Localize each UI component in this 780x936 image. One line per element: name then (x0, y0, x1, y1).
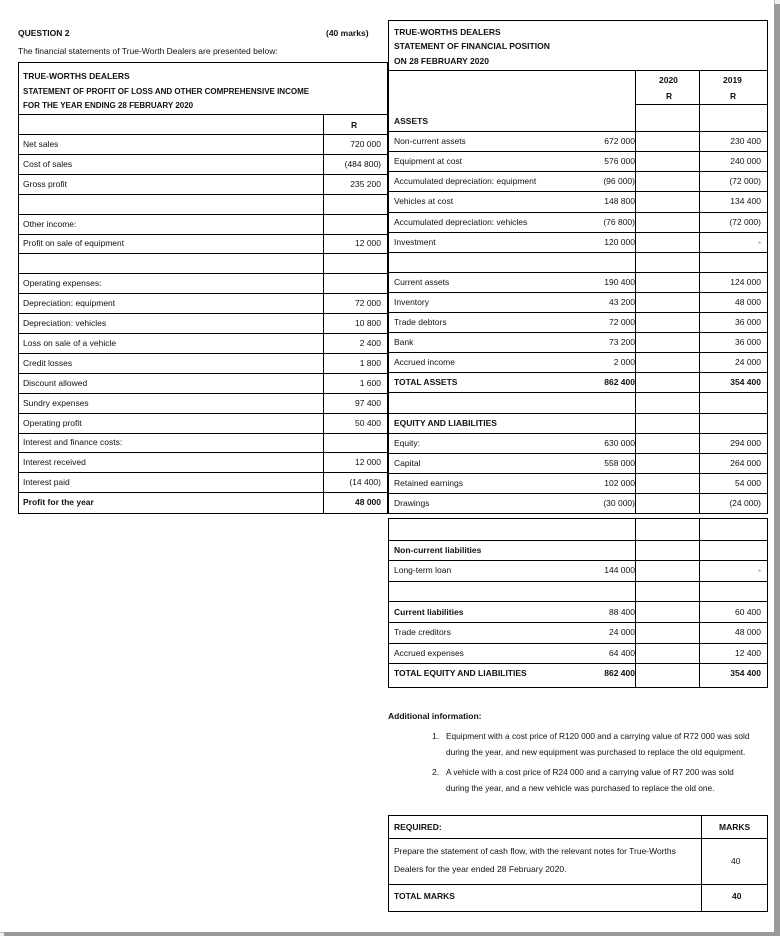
bs-row-divider (389, 131, 767, 132)
required-heading: REQUIRED: (394, 822, 442, 832)
bs-row-divider (389, 191, 767, 192)
required-task-line2: Dealers for the year ended 28 February 2020. (394, 864, 567, 874)
required-box (388, 815, 768, 912)
bs-liab-label: Non-current liabilities (394, 544, 482, 555)
bs-row-value-2020: 72 000 (609, 317, 635, 328)
financial-position-liabilities (388, 518, 768, 688)
bs-row-label: Capital (394, 457, 421, 468)
pl-row-divider (19, 393, 387, 394)
page-shadow-bottom (4, 932, 780, 936)
pl-row-label: Interest and finance costs: (23, 437, 123, 448)
bs-liab-value-2020: 862 400 (604, 668, 635, 679)
pl-row-value: 48 000 (355, 497, 381, 508)
pl-row (19, 154, 387, 174)
pl-row (19, 234, 387, 254)
bs-liab-value-2020: 144 000 (604, 565, 635, 576)
pl-row-divider (19, 134, 387, 135)
page-shadow-right (774, 4, 780, 936)
pl-row (19, 492, 387, 512)
bs-liab-divider (389, 643, 767, 644)
pl-row-divider (19, 452, 387, 453)
bs-row-label: Equipment at cost (394, 156, 463, 167)
pl-row (19, 273, 387, 293)
additional-item-line1: Equipment with a cost price of R120 000 and a carrying value of R72 000 was sold (446, 731, 750, 741)
bs-row-value-2019: - (758, 236, 761, 247)
bs-row-value-2019: 48 000 (735, 296, 761, 307)
bs-row (389, 433, 767, 453)
bs-row-divider (389, 493, 767, 494)
bs-row-label: Accumulated depreciation: equipment (394, 176, 537, 187)
bs-col1-year: 2020 (659, 75, 678, 85)
pl-row-divider (19, 373, 387, 374)
pl-row-divider (19, 214, 387, 215)
bs-liab-row (389, 581, 767, 602)
bs-row (389, 191, 767, 211)
bs-row-value-2020: 190 400 (604, 276, 635, 287)
pl-company: TRUE-WORTHS DEALERS (23, 71, 130, 81)
bs-liab-row (389, 560, 767, 581)
pl-row-value: 12 000 (355, 457, 381, 468)
required-task-line1: Prepare the statement of cash flow, with the relevant notes for True-Worths (394, 846, 676, 856)
bs-row-value-2019: 354 400 (730, 377, 761, 388)
bs-row-divider (389, 151, 767, 152)
bs-row (389, 372, 767, 392)
pl-row (19, 452, 387, 472)
bs-row (389, 292, 767, 312)
bs-row-value-2020: 672 000 (604, 136, 635, 147)
bs-row (389, 131, 767, 151)
bs-liab-value-2020: 64 400 (609, 647, 635, 658)
bs-row-label: Inventory (394, 296, 429, 307)
bs-liab-divider (389, 540, 767, 541)
pl-row (19, 353, 387, 373)
pl-row-label: Sundry expenses (23, 397, 89, 408)
bs-row (389, 392, 767, 412)
bs-row-value-2020: 862 400 (604, 377, 635, 388)
bs-row (389, 473, 767, 493)
pl-row-divider (19, 234, 387, 235)
bs-row-value-2020: 120 000 (604, 236, 635, 247)
pl-row (19, 293, 387, 313)
pl-row-divider (19, 433, 387, 434)
pl-row (19, 393, 387, 413)
pl-row-value: 72 000 (355, 298, 381, 309)
bs-row-value-2020: 43 200 (609, 296, 635, 307)
bs-liab-divider (389, 622, 767, 623)
bs-row-value-2019: 134 400 (730, 196, 761, 207)
bs-liab-value-2019: - (758, 565, 761, 576)
bs-liab-value-2020: 88 400 (609, 606, 635, 617)
pl-row (19, 134, 387, 154)
pl-row-label: Profit for the year (23, 497, 94, 508)
additional-item-number: 1. (432, 731, 440, 741)
bs-row (389, 111, 767, 131)
bs-row (389, 332, 767, 352)
bs-row-value-2020: 558 000 (604, 457, 635, 468)
bs-liab-value-2019: 354 400 (730, 668, 761, 679)
additional-item-line2: during the year, and new equipment was purchased to replace the old equipment. (446, 747, 746, 757)
bs-row-value-2020: 2 000 (613, 357, 635, 368)
pl-row-label: Gross profit (23, 178, 67, 189)
bs-row-value-2019: 24 000 (735, 357, 761, 368)
bs-row-value-2019: 240 000 (730, 156, 761, 167)
bs-row-value-2019: 294 000 (730, 437, 761, 448)
financial-position-statement (388, 20, 768, 514)
bs-row-label: TOTAL ASSETS (394, 377, 458, 388)
bs-row (389, 272, 767, 292)
pl-row-divider (19, 313, 387, 314)
pl-row-label: Other income: (23, 218, 77, 229)
pl-row-value: 1 800 (359, 357, 381, 368)
bs-row-divider (389, 352, 767, 353)
pl-row (19, 373, 387, 393)
bs-company: TRUE-WORTHS DEALERS (394, 27, 501, 37)
pl-row-value: 12 000 (355, 238, 381, 249)
bs-liab-row (389, 519, 767, 540)
bs-row-label: Investment (394, 236, 436, 247)
pl-row-value: (14 400) (349, 477, 381, 488)
bs-liab-row (389, 622, 767, 643)
bs-title: STATEMENT OF FINANCIAL POSITION (394, 41, 550, 51)
bs-row-divider (389, 292, 767, 293)
bs-row (389, 312, 767, 332)
pl-row (19, 174, 387, 194)
pl-row-label: Depreciation: equipment (23, 298, 116, 309)
pl-row-value: 10 800 (355, 318, 381, 329)
bs-row-label: ASSETS (394, 116, 429, 127)
bs-row-value-2019: (24 000) (729, 497, 761, 508)
pl-row (19, 313, 387, 333)
total-marks-label: TOTAL MARKS (394, 891, 455, 901)
bs-row-label: Equity: (394, 437, 420, 448)
marks-heading: MARKS (719, 822, 751, 832)
bs-liab-value-2019: 12 400 (735, 647, 761, 658)
bs-row-value-2020: 576 000 (604, 156, 635, 167)
bs-row-divider (389, 473, 767, 474)
pl-row (19, 253, 387, 273)
bs-row-divider (389, 171, 767, 172)
pl-row-divider (19, 273, 387, 274)
pl-row-label: Operating expenses: (23, 278, 102, 289)
bs-row (389, 413, 767, 433)
bs-row (389, 252, 767, 272)
bs-liab-value-2019: 48 000 (735, 627, 761, 638)
bs-row (389, 232, 767, 252)
pl-row-label: Discount allowed (23, 377, 88, 388)
bs-row-value-2020: (30 000) (603, 497, 635, 508)
bs-col1-currency: R (666, 91, 673, 101)
pl-row (19, 413, 387, 433)
question-title: QUESTION 2 (18, 28, 70, 38)
required-task-marks: 40 (731, 856, 741, 866)
bs-col2-currency: R (730, 91, 737, 101)
bs-row-label: Bank (394, 337, 414, 348)
pl-row-value: 97 400 (355, 397, 381, 408)
pl-currency: R (351, 120, 358, 130)
pl-row-divider (19, 413, 387, 414)
bs-liab-label: TOTAL EQUITY AND LIABILITIES (394, 668, 527, 679)
bs-row-label: Drawings (394, 497, 430, 508)
bs-row-value-2019: 264 000 (730, 457, 761, 468)
pl-row-label: Loss on sale of a vehicle (23, 337, 117, 348)
bs-row-divider (389, 332, 767, 333)
bs-row-value-2019: 36 000 (735, 337, 761, 348)
bs-row-label: Accrued income (394, 357, 455, 368)
bs-row-label: EQUITY AND LIABILITIES (394, 417, 497, 428)
bs-row-divider (389, 433, 767, 434)
bs-row-value-2020: 148 800 (604, 196, 635, 207)
pl-row-value: 235 200 (350, 178, 381, 189)
bs-liab-divider (389, 581, 767, 582)
bs-liab-row (389, 540, 767, 561)
pl-title: STATEMENT OF PROFIT OF LOSS AND OTHER COMPREHENSIVE INCOME (23, 87, 310, 96)
pl-row-divider (19, 253, 387, 254)
bs-row-divider (389, 272, 767, 273)
bs-row-label: Vehicles at cost (394, 196, 454, 207)
pl-row-label: Operating profit (23, 417, 82, 428)
bs-row-value-2019: (72 000) (729, 176, 761, 187)
bs-row-value-2020: 102 000 (604, 477, 635, 488)
bs-liab-row (389, 601, 767, 622)
pl-row-value: 50 400 (355, 417, 381, 428)
pl-row (19, 472, 387, 492)
bs-liab-divider (389, 601, 767, 602)
pl-row-divider (19, 174, 387, 175)
pl-row-value: 720 000 (350, 138, 381, 149)
bs-row-label: Accumulated depreciation: vehicles (394, 216, 528, 227)
pl-row-label: Cost of sales (23, 158, 73, 169)
bs-row-divider (389, 392, 767, 393)
bs-row-value-2019: 124 000 (730, 276, 761, 287)
bs-liab-label: Long-term loan (394, 565, 452, 576)
additional-item-line2: during the year, and a new vehicle was purchased to replace the old one. (446, 783, 715, 793)
pl-row-divider (19, 353, 387, 354)
pl-row (19, 333, 387, 353)
question-marks: (40 marks) (326, 28, 369, 38)
pl-row (19, 194, 387, 214)
pl-row-label: Depreciation: vehicles (23, 318, 107, 329)
pl-row (19, 214, 387, 234)
bs-liab-value-2019: 60 400 (735, 606, 761, 617)
bs-liab-divider (389, 560, 767, 561)
pl-row-label: Profit on sale of equipment (23, 238, 125, 249)
bs-row-value-2020: 73 200 (609, 337, 635, 348)
bs-liab-label: Trade creditors (394, 627, 451, 638)
pl-row-label: Net sales (23, 138, 59, 149)
bs-row-label: Retained earnings (394, 477, 463, 488)
bs-liab-value-2020: 24 000 (609, 627, 635, 638)
bs-row-divider (389, 413, 767, 414)
profit-loss-statement (18, 62, 388, 514)
bs-row-value-2019: 36 000 (735, 317, 761, 328)
pl-row-label: Interest paid (23, 477, 70, 488)
pl-row-label: Interest received (23, 457, 86, 468)
additional-heading: Additional information: (388, 711, 482, 721)
additional-item-line1: A vehicle with a cost price of R24 000 and a carrying value of R7 200 was sold (446, 767, 734, 777)
bs-row-label: Current assets (394, 276, 450, 287)
bs-row-value-2020: (96 000) (603, 176, 635, 187)
total-marks-value: 40 (732, 891, 742, 901)
bs-row-value-2020: 630 000 (604, 437, 635, 448)
pl-row-divider (19, 492, 387, 493)
pl-row-divider (19, 333, 387, 334)
bs-row-label: Trade debtors (394, 317, 447, 328)
bs-row-divider (389, 513, 767, 514)
bs-row-divider (389, 232, 767, 233)
additional-item-number: 2. (432, 767, 440, 777)
bs-row-label: Non-current assets (394, 136, 466, 147)
bs-row-value-2019: 230 400 (730, 136, 761, 147)
bs-row (389, 151, 767, 171)
bs-row-value-2020: (76 800) (603, 216, 635, 227)
bs-row-value-2019: (72 000) (729, 216, 761, 227)
bs-date: ON 28 FEBRUARY 2020 (394, 56, 489, 66)
pl-row (19, 433, 387, 453)
pl-row-label: Credit losses (23, 357, 73, 368)
pl-row-divider (19, 154, 387, 155)
bs-liab-row (389, 643, 767, 664)
bs-liab-row (389, 663, 767, 684)
bs-row (389, 171, 767, 191)
bs-row (389, 352, 767, 372)
bs-liab-label: Current liabilities (394, 606, 464, 617)
bs-row (389, 493, 767, 513)
bs-row-divider (389, 312, 767, 313)
bs-row (389, 212, 767, 232)
bs-row-value-2019: 54 000 (735, 477, 761, 488)
bs-row (389, 453, 767, 473)
pl-row-divider (19, 472, 387, 473)
pl-row-divider (19, 194, 387, 195)
pl-row-value: 1 600 (359, 377, 381, 388)
bs-row-divider (389, 453, 767, 454)
bs-liab-label: Accrued expenses (394, 647, 464, 658)
pl-row-divider (19, 293, 387, 294)
bs-liab-divider (389, 663, 767, 664)
question-intro: The financial statements of True-Worth Dealers are presented below: (18, 46, 278, 56)
pl-row-value: (484 800) (344, 158, 381, 169)
bs-col2-year: 2019 (723, 75, 742, 85)
bs-row-divider (389, 372, 767, 373)
pl-row-value: 2 400 (359, 337, 381, 348)
pl-period: FOR THE YEAR ENDING 28 FEBRUARY 2020 (23, 101, 194, 110)
bs-row-divider (389, 212, 767, 213)
bs-row-divider (389, 252, 767, 253)
